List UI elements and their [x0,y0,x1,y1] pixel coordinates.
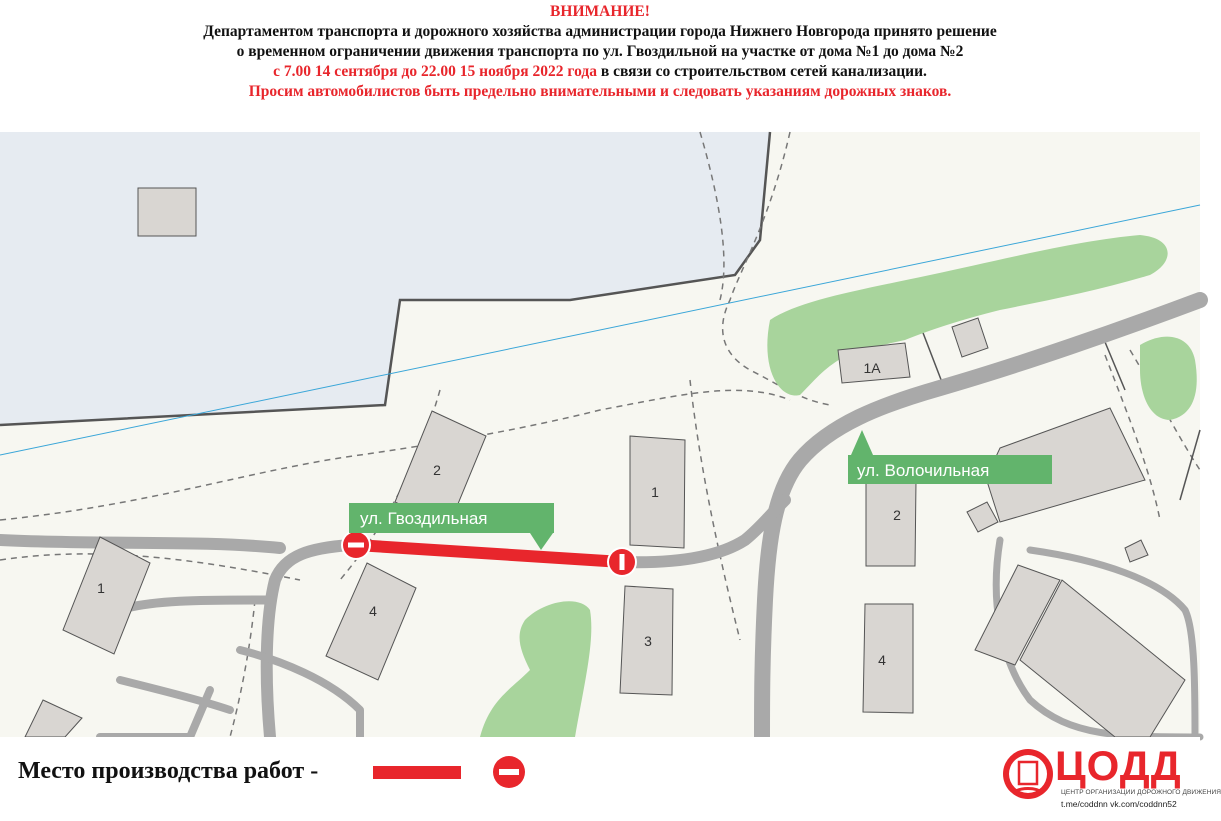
notice-header [0,0,1200,132]
closure-line-icon [373,766,461,779]
house-number: 2 [433,462,441,478]
road-left-upper [0,540,280,548]
building [138,188,196,236]
building-4-right [863,604,913,713]
notice-line-1: Департаментом транспорта и дорожного хозяйства администрации города Нижнего Новгорода принято решение [203,23,997,40]
logo-title: ЦОДД [1055,742,1182,789]
house-number: 4 [878,652,886,668]
notice-line-2: о временном ограничении движения транспорта по ул. Гвоздильной на участке от дома №1 до дома №2 [236,43,964,60]
map-canvas [0,132,1200,737]
no-entry-sign-icon [492,755,526,789]
notice-dates: с 7.00 14 сентября до 22.00 15 ноября 2022 года [273,63,597,80]
legend [0,737,1221,821]
logo-subtitle: ЦЕНТР ОРГАНИЗАЦИИ ДОРОЖНОГО ДВИЖЕНИЯ [1061,789,1221,796]
logo-links: t.me/coddnn vk.com/coddnn52 [1061,799,1177,809]
notice-reason: в связи со строительством сетей канализации. [596,63,927,80]
house-number: 3 [644,633,652,649]
house-number: 4 [369,603,377,619]
map [0,132,1200,737]
building-2-right [866,480,916,566]
notice-line-3 [0,62,1200,82]
no-entry-sign-icon [341,530,371,560]
no-entry-sign-icon [607,547,637,577]
notice-warning: Просим автомобилистов быть предельно внимательными и следовать указаниям дорожных знаков. [248,83,952,100]
notice-title: ВНИМАНИЕ! [550,3,650,20]
house-number: 1 [651,484,659,500]
house-number: 1 [97,580,105,596]
street-name: ул. Гвоздильная [360,509,488,528]
street-name: ул. Волочильная [857,461,990,480]
legend-label: Место производства работ - [18,758,319,784]
house-number: 1А [863,360,881,376]
house-number: 2 [893,507,901,523]
